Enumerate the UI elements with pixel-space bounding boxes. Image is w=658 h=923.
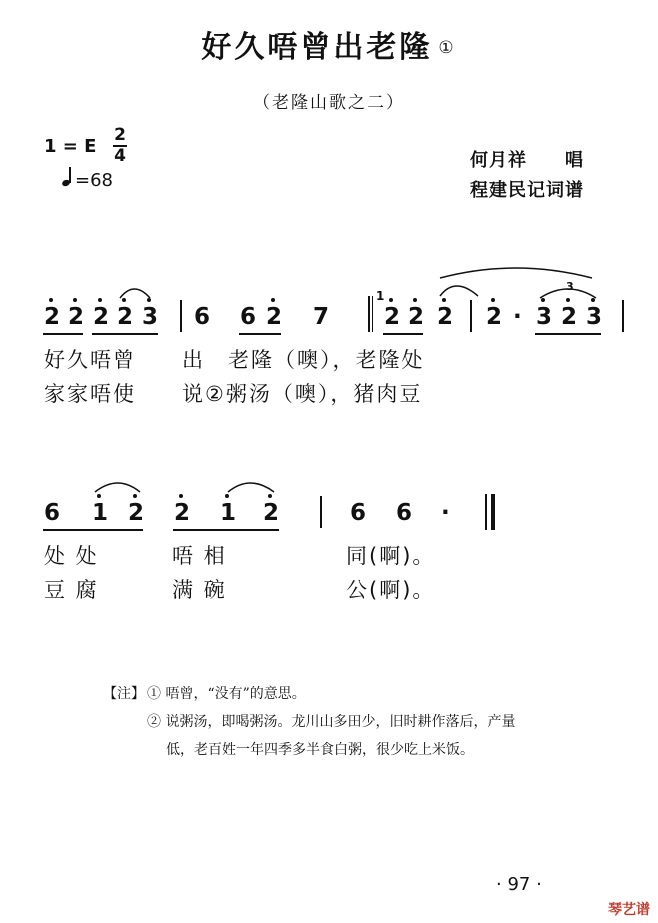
tempo-marking xyxy=(62,170,113,191)
lyric-segment: 满 碗 xyxy=(172,578,227,602)
barline xyxy=(372,296,373,332)
octave-dot xyxy=(271,298,275,302)
barline xyxy=(368,296,370,332)
beam xyxy=(43,529,143,531)
row1-note: 2 xyxy=(384,304,401,330)
octave-dot xyxy=(133,494,137,498)
row1-note: 2 xyxy=(561,304,578,330)
song-title xyxy=(0,22,658,66)
footnote-2-line-1: ② 说粥汤，即喝粥汤。龙川山多田少，旧时耕作落后，产量 xyxy=(147,714,516,730)
octave-dot xyxy=(541,298,545,302)
barline xyxy=(622,300,624,332)
lyric-segment: 处 处 xyxy=(44,544,99,568)
singer-credit: 何月祥 唱 xyxy=(470,150,584,171)
volta-mark: 1 xyxy=(376,289,385,303)
row1-note: 2 xyxy=(486,304,503,330)
row1-note: 3 xyxy=(586,304,603,330)
row1-note: 2 xyxy=(437,304,454,330)
page-number: · 97 · xyxy=(496,874,542,895)
lyric-segment: 唔 相 xyxy=(172,544,227,568)
octave-dot xyxy=(442,298,446,302)
phrase-slur xyxy=(440,268,592,278)
beam xyxy=(173,529,279,531)
octave-dot xyxy=(225,494,229,498)
lyric-segment: 豆 腐 xyxy=(44,578,99,602)
time-signature-bottom: 4 xyxy=(114,146,126,166)
octave-dot xyxy=(179,494,183,498)
row1-note: 2 xyxy=(68,304,85,330)
row1-note: 3 xyxy=(536,304,553,330)
final-barline-thick xyxy=(491,494,495,530)
row1-note: 7 xyxy=(313,304,330,330)
octave-dot xyxy=(491,298,495,302)
key-signature: 1 = E xyxy=(44,136,97,157)
row2-note: 6 xyxy=(396,500,413,526)
row2-note: 2 xyxy=(174,500,191,526)
slur xyxy=(95,483,140,492)
row1-note: 6 xyxy=(194,304,211,330)
lyric-segment: 公(啊)。 xyxy=(346,578,436,602)
octave-dot xyxy=(413,298,417,302)
beam xyxy=(43,333,83,335)
row1-note: 2 xyxy=(266,304,283,330)
lyric-line: 好久唔曾 出 老隆（噢），老隆处 xyxy=(44,348,425,372)
barline xyxy=(320,496,322,528)
beam xyxy=(535,333,601,335)
barline xyxy=(180,300,182,332)
watermark-logo: 琴艺谱 xyxy=(608,902,650,918)
beam xyxy=(239,333,281,335)
quarter-note-icon xyxy=(62,172,72,186)
octave-dot xyxy=(389,298,393,302)
octave-dot xyxy=(566,298,570,302)
title-footnote-mark: ① xyxy=(438,38,457,58)
footnote-2-line-2: 低，老百姓一年四季多半食白粥，很少吃上米饭。 xyxy=(166,742,474,758)
recorder-credit: 程建民记词谱 xyxy=(470,180,584,201)
row2-note: 6 xyxy=(44,500,61,526)
row1-note: 2 xyxy=(93,304,110,330)
song-title-text: 好久唔曾出老隆 xyxy=(201,30,433,65)
octave-dot xyxy=(49,298,53,302)
row2-note: 2 xyxy=(128,500,145,526)
row1-note: 3 xyxy=(142,304,159,330)
row2-note: 1 xyxy=(220,500,237,526)
row2-note: 1 xyxy=(92,500,109,526)
row2-note: 6 xyxy=(350,500,367,526)
row1-note: 2 xyxy=(117,304,134,330)
row1-augmentation-dot: · xyxy=(513,304,522,330)
barline xyxy=(470,300,472,332)
lyric-segment: 同(啊)。 xyxy=(346,544,436,568)
octave-dot xyxy=(591,298,595,302)
beam xyxy=(383,333,423,335)
octave-dot xyxy=(73,298,77,302)
row1-note: 2 xyxy=(44,304,61,330)
tempo-value: =68 xyxy=(75,170,113,191)
slur xyxy=(440,286,478,296)
slur xyxy=(120,289,150,298)
row1-note: 6 xyxy=(240,304,257,330)
time-signature-top: 2 xyxy=(114,125,126,145)
octave-dot xyxy=(97,494,101,498)
time-signature xyxy=(112,126,128,166)
row2-augmentation-dot: · xyxy=(441,500,450,526)
octave-dot xyxy=(98,298,102,302)
footnote-1: ① 唔曾，“没有”的意思。 xyxy=(147,686,306,702)
beam xyxy=(92,333,158,335)
row1-note: 2 xyxy=(408,304,425,330)
octave-dot xyxy=(122,298,126,302)
octave-dot xyxy=(147,298,151,302)
triplet-mark: 3 xyxy=(566,280,574,293)
lyric-line: 家家唔使 说②粥汤（噢），猪肉豆 xyxy=(44,382,423,406)
slur xyxy=(228,483,274,492)
octave-dot xyxy=(268,494,272,498)
footnote-label: 【注】 xyxy=(103,686,145,702)
song-subtitle: （老隆山歌之二） xyxy=(253,93,405,113)
final-barline-thin xyxy=(485,494,487,530)
row2-note: 2 xyxy=(263,500,280,526)
